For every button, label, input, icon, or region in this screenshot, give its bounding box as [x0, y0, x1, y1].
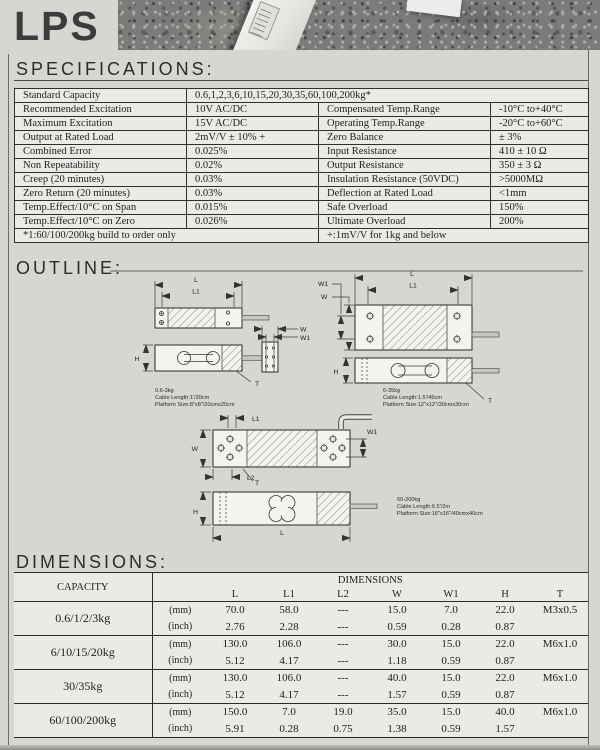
- spec-value: 0.025%: [187, 145, 319, 159]
- outline-drawings: [10, 270, 584, 570]
- dim-value: M6x1.0: [542, 672, 578, 685]
- dim-label-H: H: [333, 369, 339, 376]
- spec-label: Temp.Effect/10°C on Zero: [15, 215, 187, 229]
- dim-value: 0.59: [441, 722, 461, 735]
- dim-value: 0.87: [478, 653, 532, 670]
- col-header-T: T: [532, 587, 588, 602]
- dim-value: 19.0: [333, 706, 353, 719]
- dim-label-W1: W1: [300, 335, 311, 342]
- dim-value: 0.59: [424, 653, 478, 670]
- dim-label-W: W: [300, 326, 307, 334]
- spec-value: <1mm: [491, 187, 589, 201]
- spec-label: Output at Rated Load: [15, 131, 187, 145]
- unit-cell: (inch): [152, 687, 208, 704]
- dim-value: 5.12: [208, 687, 262, 704]
- spec-row: [15, 201, 589, 215]
- dim-label-W1: W1: [367, 429, 378, 436]
- left-page-border: [8, 54, 9, 745]
- dim-value: 5.12: [208, 653, 262, 670]
- dim-value: 7.0: [282, 706, 296, 719]
- spec-label: Combined Error: [15, 145, 187, 159]
- spec-row: [15, 173, 589, 187]
- dim-value: ---: [316, 619, 370, 636]
- dim-value: 106.0: [276, 638, 302, 651]
- dim-value: 2.76: [208, 619, 262, 636]
- dim-value: 4.17: [262, 687, 316, 704]
- spec-value: >5000MΩ: [491, 173, 589, 187]
- dim-value: 30.0: [387, 638, 407, 651]
- dim-value: 35.0: [387, 706, 407, 719]
- unit-cell: (inch): [152, 619, 208, 636]
- spec-label: Output Resistance: [319, 159, 491, 173]
- dim-value: 1.38: [387, 722, 407, 735]
- spec-label: Creep (20 minutes): [15, 173, 187, 187]
- spec-value: 410 ± 10 Ω: [491, 145, 589, 159]
- svg-text:Cable Length:1.5'/45cm: Cable Length:1.5'/45cm: [383, 395, 442, 401]
- dim-value: 4.17: [262, 653, 316, 670]
- unit-cell: (inch): [168, 723, 193, 735]
- spec-value: 0.6,1,2,3,6,10,15,20,30,35,60,100,200kg*: [187, 89, 589, 103]
- svg-text:Platform Size:8"x8"/20cmx20cm: Platform Size:8"x8"/20cmx20cm: [155, 402, 235, 408]
- svg-text:60-200kg: 60-200kg: [397, 497, 421, 503]
- capacity-cell: 6/10/15/20kg: [14, 636, 152, 670]
- spec-label: Temp.Effect/10°C on Span: [15, 201, 187, 215]
- dim-value: 22.0: [495, 604, 515, 617]
- drawing-caption-large: [397, 497, 483, 517]
- svg-text:0.6-3kg: 0.6-3kg: [155, 388, 174, 394]
- dim-value: 1.18: [370, 653, 424, 670]
- dimensions-heading: DIMENSIONS:: [16, 552, 169, 572]
- dim-value: ---: [316, 687, 370, 704]
- unit-cell: (mm): [169, 672, 192, 684]
- spec-row: [15, 131, 589, 145]
- specifications-heading: SPECIFICATIONS:: [16, 59, 215, 79]
- unit-cell: (mm): [169, 604, 192, 616]
- spec-row: [15, 187, 589, 201]
- dim-label-L: L: [410, 271, 414, 278]
- dimensions-table: [14, 572, 588, 738]
- capacity-header: CAPACITY: [14, 573, 152, 602]
- dim-label-L: L: [280, 530, 284, 537]
- spec-footnote-right: +:1mV/V for 1kg and below: [319, 229, 589, 243]
- spec-label: Zero Balance: [319, 131, 491, 145]
- dim-value: 1.57: [495, 722, 515, 735]
- dim-value: ---: [316, 653, 370, 670]
- col-header-W: W: [370, 587, 424, 602]
- svg-text:Platform Size:16"x16"/40cmx40c: Platform Size:16"x16"/40cmx40cm: [397, 511, 483, 517]
- dim-value: 0.59: [370, 619, 424, 636]
- drawing-caption-medium: [383, 388, 469, 408]
- dim-value: 15.0: [441, 638, 461, 651]
- capacity-cell: 30/35kg: [14, 670, 152, 704]
- spec-footnote-row: [15, 229, 589, 243]
- table-row: [14, 636, 588, 653]
- dim-value: 150.0: [222, 706, 248, 719]
- dim-value: M6x1.0: [542, 706, 578, 719]
- spec-value: 350 ± 3 Ω: [491, 159, 589, 173]
- outline-drawing-small: [135, 277, 311, 408]
- dim-label-T: T: [255, 480, 260, 487]
- dim-value: 2.28: [262, 619, 316, 636]
- dim-label-T: T: [255, 381, 260, 388]
- dim-value: 15.0: [387, 604, 407, 617]
- dim-value: 70.0: [225, 604, 245, 617]
- loadcell-spec-sticker: [248, 1, 280, 40]
- dim-value: 0.87: [478, 619, 532, 636]
- spec-row: [15, 117, 589, 131]
- dim-label-L: L: [194, 277, 198, 284]
- dim-value: 15.0: [441, 706, 461, 719]
- dim-value: 22.0: [495, 638, 515, 651]
- dim-label-W: W: [321, 294, 328, 301]
- spec-label: Safe Overload: [319, 201, 491, 215]
- spec-value: 0.03%: [187, 187, 319, 201]
- dim-label-L1: L1: [252, 416, 260, 423]
- spec-value: 10V AC/DC: [187, 103, 319, 117]
- spec-row: [15, 103, 589, 117]
- unit-cell: (mm): [169, 638, 192, 650]
- spec-value: 15V AC/DC: [187, 117, 319, 131]
- dim-label-W1: W1: [318, 281, 329, 288]
- outline-drawing-medium: [318, 271, 499, 408]
- dims-header-row: [14, 573, 588, 588]
- dim-label-H: H: [193, 509, 198, 516]
- col-header-H: H: [478, 587, 532, 602]
- col-header-W1: W1: [424, 587, 478, 602]
- capacity-cell: 60/100/200kg: [14, 704, 152, 738]
- table-row: [14, 704, 588, 721]
- dim-value: 130.0: [222, 672, 248, 685]
- dim-value: [532, 653, 588, 670]
- spec-label: Recommended Excitation: [15, 103, 187, 117]
- spec-label: Ultimate Overload: [319, 215, 491, 229]
- outline-drawing-large: [192, 415, 483, 542]
- spec-row: [15, 145, 589, 159]
- outline-heading: OUTLINE:: [16, 258, 124, 278]
- dim-value: 22.0: [495, 672, 515, 685]
- drawing-caption-small: [155, 388, 235, 408]
- dim-label-H: H: [134, 356, 140, 363]
- spec-row: [15, 89, 589, 103]
- dim-value: 7.0: [444, 604, 458, 617]
- dim-value: 5.91: [225, 722, 245, 735]
- spec-label: Maximum Excitation: [15, 117, 187, 131]
- dim-label-L1: L1: [409, 282, 417, 290]
- dim-value: [532, 687, 588, 704]
- spec-label: Insulation Resistance (50VDC): [319, 173, 491, 187]
- dim-value: ---: [337, 638, 349, 651]
- capacity-cell: 0.6/1/2/3kg: [14, 602, 152, 636]
- table-row: [14, 670, 588, 687]
- unit-column-header: [152, 587, 208, 602]
- spec-row: [15, 159, 589, 173]
- dim-value: 40.0: [387, 672, 407, 685]
- spec-value: 0.026%: [187, 215, 319, 229]
- spec-value: 0.02%: [187, 159, 319, 173]
- col-header-L: L: [208, 587, 262, 602]
- page-title: LPS: [14, 3, 100, 49]
- spec-label: Zero Return (20 minutes): [15, 187, 187, 201]
- spec-label: Standard Capacity: [15, 89, 187, 103]
- dim-value: 58.0: [279, 604, 299, 617]
- dim-value: 130.0: [222, 638, 248, 651]
- spec-value: 0.015%: [187, 201, 319, 215]
- spec-value: 2mV/V ± 10% +: [187, 131, 319, 145]
- svg-text:Platform Size:12"x12"/30cmx30c: Platform Size:12"x12"/30cmx30cm: [383, 402, 469, 408]
- svg-text:Cable Length:1'/20cm: Cable Length:1'/20cm: [155, 395, 210, 401]
- spec-value: 200%: [491, 215, 589, 229]
- spec-value: 150%: [491, 201, 589, 215]
- dim-value: 0.75: [333, 722, 353, 735]
- spec-value: ± 3%: [491, 131, 589, 145]
- specifications-table: [14, 88, 589, 243]
- spec-value: -10°C to+40°C: [491, 103, 589, 117]
- dim-value: 0.28: [424, 619, 478, 636]
- dim-label-L1: L1: [192, 288, 200, 296]
- unit-cell: (inch): [152, 653, 208, 670]
- specifications-divider: [14, 80, 588, 81]
- spec-value: 0.03%: [187, 173, 319, 187]
- dim-label-T: T: [488, 398, 493, 405]
- dim-value: 106.0: [276, 672, 302, 685]
- dim-value: 0.59: [424, 687, 478, 704]
- table-row: [14, 602, 588, 619]
- spec-label: Compensated Temp.Range: [319, 103, 491, 117]
- dim-value: 15.0: [441, 672, 461, 685]
- spec-footnote-left: *1:60/100/200kg build to order only: [15, 229, 319, 243]
- dim-value: 0.28: [279, 722, 299, 735]
- svg-text:Cable Length:6.5'/2m: Cable Length:6.5'/2m: [397, 504, 451, 510]
- dim-label-L2: L2: [247, 475, 255, 482]
- unit-cell: (mm): [169, 706, 192, 718]
- col-header-L2: L2: [316, 587, 370, 602]
- dim-value: ---: [337, 672, 349, 685]
- dim-label-W: W: [191, 446, 198, 453]
- spec-label: Deflection at Rated Load: [319, 187, 491, 201]
- spec-row: [15, 215, 589, 229]
- dimensions-group-header: DIMENSIONS: [337, 574, 403, 586]
- svg-text:6-35kg: 6-35kg: [383, 388, 401, 394]
- dim-value: M3x0.5: [542, 604, 578, 617]
- dim-value: ---: [337, 604, 349, 617]
- dim-value: M6x1.0: [542, 638, 578, 651]
- dim-value: 1.57: [370, 687, 424, 704]
- spec-label: Non Repeatability: [15, 159, 187, 173]
- spec-label: Operating Temp.Range: [319, 117, 491, 131]
- photo-platform-block: [406, 0, 462, 17]
- page-bottom-edge: [0, 745, 600, 750]
- dim-value: 40.0: [495, 706, 515, 719]
- col-header-L1: L1: [262, 587, 316, 602]
- spec-value: -20°C to+60°C: [491, 117, 589, 131]
- product-photo: [118, 0, 600, 50]
- dim-value: 0.87: [478, 687, 532, 704]
- spec-label: Input Resistance: [319, 145, 491, 159]
- dim-value: [532, 721, 588, 738]
- dim-value: [532, 619, 588, 636]
- loadcell-photo: [224, 0, 326, 50]
